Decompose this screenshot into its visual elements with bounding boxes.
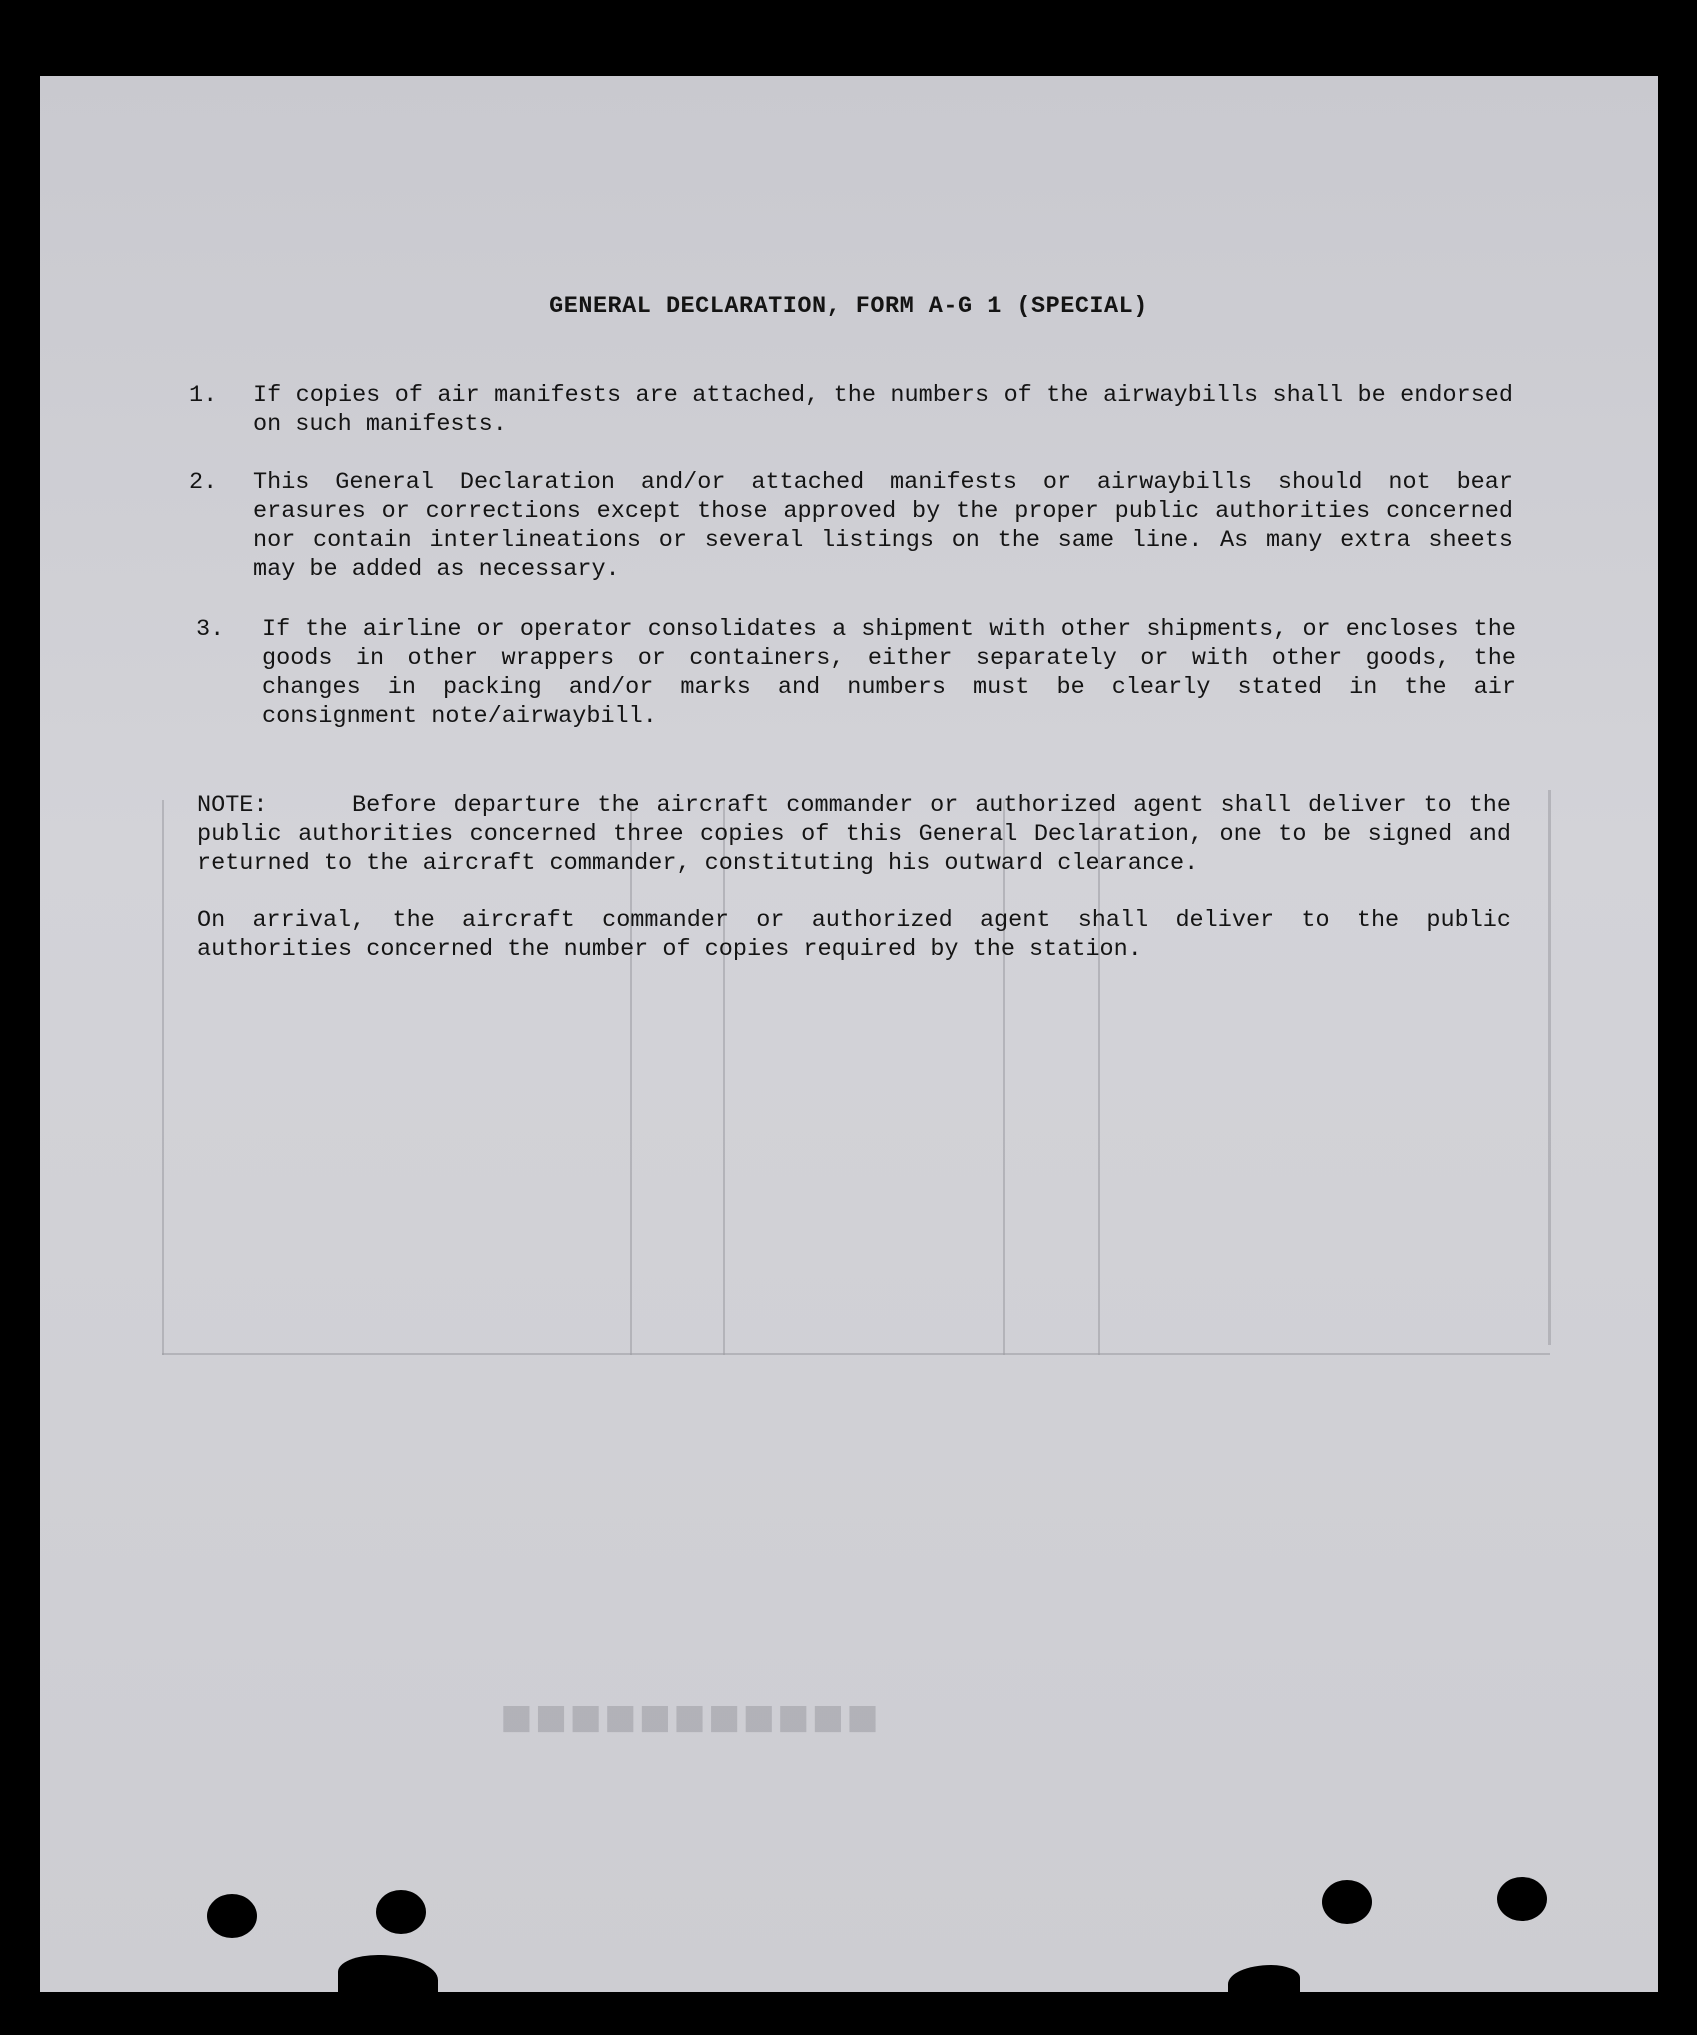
item-text: If the airline or operator consolidates a shipment with other shipments, or encloses the goods in other wrappers or containers, either separately or with other goods, the changes in packing and/or marks and numbers must be clearly stated in the air consignment note/airwaybill. xyxy=(262,616,1516,730)
punch-hole xyxy=(207,1894,257,1938)
punch-hole xyxy=(1497,1877,1547,1921)
item-text: This General Declaration and/or attached manifests or airwaybills should not bear erasures or corrections except those approved by the proper public authorities concerned nor contain interlineations or several listings on the same line. As many extra sheets may be added as necessary. xyxy=(253,469,1513,583)
bleed-through-line xyxy=(162,800,164,1355)
bleed-through-line xyxy=(162,1353,1550,1355)
item-number: 3. xyxy=(196,616,225,643)
punch-hole xyxy=(1322,1880,1372,1924)
item-number: 1. xyxy=(189,382,218,409)
bleed-through-line xyxy=(1548,790,1551,1345)
punch-hole xyxy=(376,1890,426,1934)
note-label: NOTE: xyxy=(197,792,268,819)
note-paragraph-1 xyxy=(197,791,1511,878)
form-title: GENERAL DECLARATION, FORM A-G 1 (SPECIAL) xyxy=(549,293,1148,320)
note-paragraph-2: On arrival, the aircraft commander or authorized agent shall deliver to the public authorities concerned the number of copies required by the station. xyxy=(197,907,1511,963)
note-section xyxy=(197,791,1511,964)
item-number: 2. xyxy=(189,469,218,496)
note-text-1: Before departure the aircraft commander or authorized agent shall deliver to the public authorities concerned three copies of this General Declaration, one to be signed and returned to the aircraft commander, constituting his outward clearance. xyxy=(197,792,1511,877)
item-text: If copies of air manifests are attached, the numbers of the airwaybills shall be endorsed on such manifests. xyxy=(253,382,1513,438)
bleed-through-heading: ■■■■■■■■■■■ xyxy=(500,1691,881,1751)
